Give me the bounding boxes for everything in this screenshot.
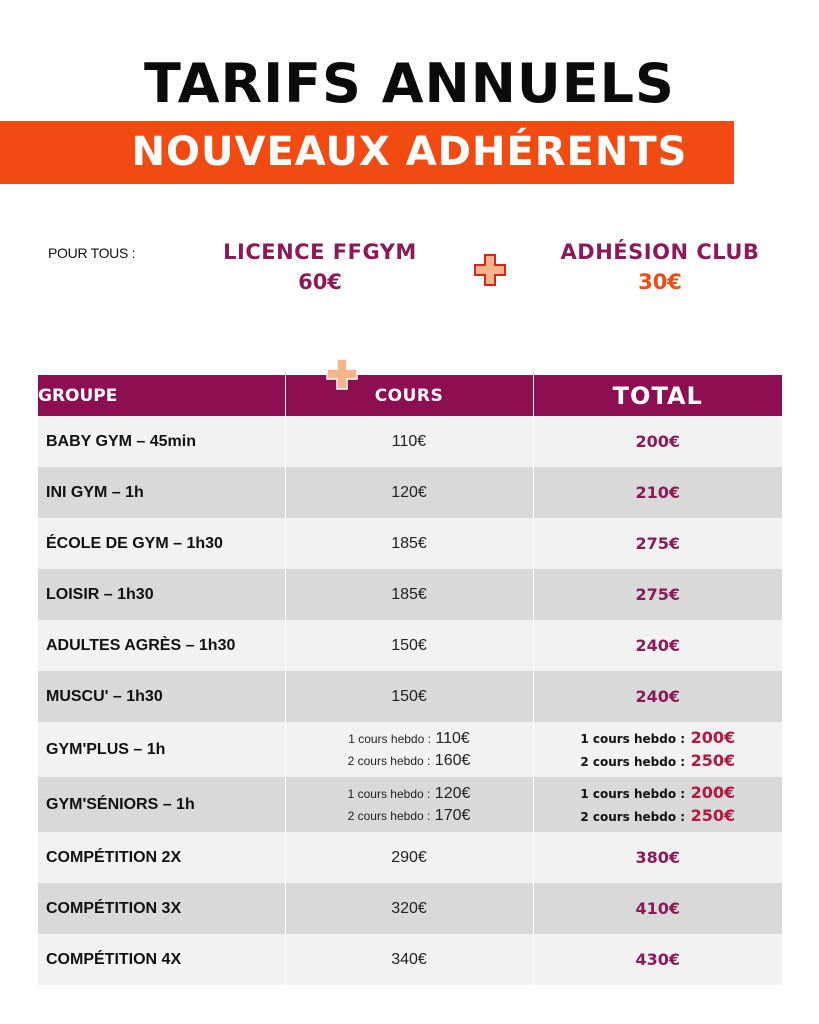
cours-option-value: 120€ (434, 784, 471, 802)
cell-total: 275€ (533, 569, 782, 620)
cell-groupe: ÉCOLE DE GYM – 1h30 (38, 518, 285, 569)
table-row (38, 777, 782, 832)
table-row (38, 569, 782, 620)
fees-label: POUR TOUS : (48, 245, 136, 261)
cours-option-label: 1 cours hebdo : (347, 786, 431, 801)
total-option-value: 250€ (690, 750, 736, 770)
cours-option-label: 1 cours hebdo : (348, 731, 431, 746)
total-option-label: 1 cours hebdo : (580, 786, 686, 801)
table-row (38, 518, 782, 569)
cell-groupe: GYM'SÉNIORS – 1h (38, 777, 285, 832)
cours-option-label: 2 cours hebdo : (347, 753, 431, 768)
table-row (38, 883, 782, 934)
cell-groupe: COMPÉTITION 4X (38, 934, 285, 985)
licence-fee (205, 240, 435, 294)
page-subtitle: NOUVEAUX ADHÉRENTS (131, 129, 688, 175)
total-option-value: 200€ (690, 727, 736, 747)
cours-option-value: 170€ (434, 806, 471, 824)
cell-groupe: GYM'PLUS – 1h (38, 722, 285, 777)
total-option-label: 1 cours hebdo : (580, 731, 686, 746)
cell-groupe: LOISIR – 1h30 (38, 569, 285, 620)
adhesion-name: ADHÉSION CLUB (560, 240, 760, 264)
plus-icon (325, 357, 359, 391)
cell-total: 430€ (533, 934, 782, 985)
cell-total (533, 722, 782, 777)
table-row (38, 620, 782, 671)
total-option-value: 250€ (690, 805, 736, 825)
adhesion-amount: 30€ (638, 270, 682, 294)
cell-total: 275€ (533, 518, 782, 569)
cell-groupe: ADULTES AGRÈS – 1h30 (38, 620, 285, 671)
licence-amount: 60€ (298, 270, 342, 294)
cours-option-label: 2 cours hebdo : (347, 808, 431, 823)
cell-cours: 340€ (285, 934, 533, 985)
cell-cours: 320€ (285, 883, 533, 934)
table-row (38, 832, 782, 883)
adhesion-fee (540, 240, 780, 294)
cell-groupe: BABY GYM – 45min (38, 416, 285, 467)
cell-total: 240€ (533, 671, 782, 722)
total-option-label: 2 cours hebdo : (580, 809, 686, 824)
cell-total: 380€ (533, 832, 782, 883)
table-header-row (38, 375, 782, 416)
cell-cours: 185€ (285, 518, 533, 569)
cell-groupe: COMPÉTITION 2X (38, 832, 285, 883)
table-row (38, 934, 782, 985)
cell-cours: 290€ (285, 832, 533, 883)
header-total: TOTAL (533, 375, 782, 416)
table-row (38, 671, 782, 722)
total-option-value: 200€ (690, 782, 736, 802)
cours-option-value: 160€ (434, 751, 471, 769)
cell-total (533, 777, 782, 832)
cell-groupe: INI GYM – 1h (38, 467, 285, 518)
cours-option-value: 110€ (435, 729, 470, 747)
cell-total: 200€ (533, 416, 782, 467)
tariff-table (38, 375, 782, 985)
total-option-label: 2 cours hebdo : (580, 754, 686, 769)
cell-cours: 150€ (285, 671, 533, 722)
table-row (38, 416, 782, 467)
cell-total: 210€ (533, 467, 782, 518)
cell-total: 410€ (533, 883, 782, 934)
cell-groupe: COMPÉTITION 3X (38, 883, 285, 934)
cell-cours (285, 777, 533, 832)
cell-cours: 185€ (285, 569, 533, 620)
cell-cours: 150€ (285, 620, 533, 671)
table-row (38, 467, 782, 518)
table-row (38, 722, 782, 777)
cell-groupe: MUSCU' – 1h30 (38, 671, 285, 722)
cell-cours (285, 722, 533, 777)
header-groupe: GROUPE (38, 375, 285, 416)
licence-name: LICENCE FFGYM (223, 240, 417, 264)
cell-cours: 110€ (285, 416, 533, 467)
cell-total: 240€ (533, 620, 782, 671)
page-title: TARIFS ANNUELS (144, 52, 675, 115)
plus-icon (473, 253, 507, 287)
header-cours: COURS (285, 375, 533, 416)
cell-cours: 120€ (285, 467, 533, 518)
